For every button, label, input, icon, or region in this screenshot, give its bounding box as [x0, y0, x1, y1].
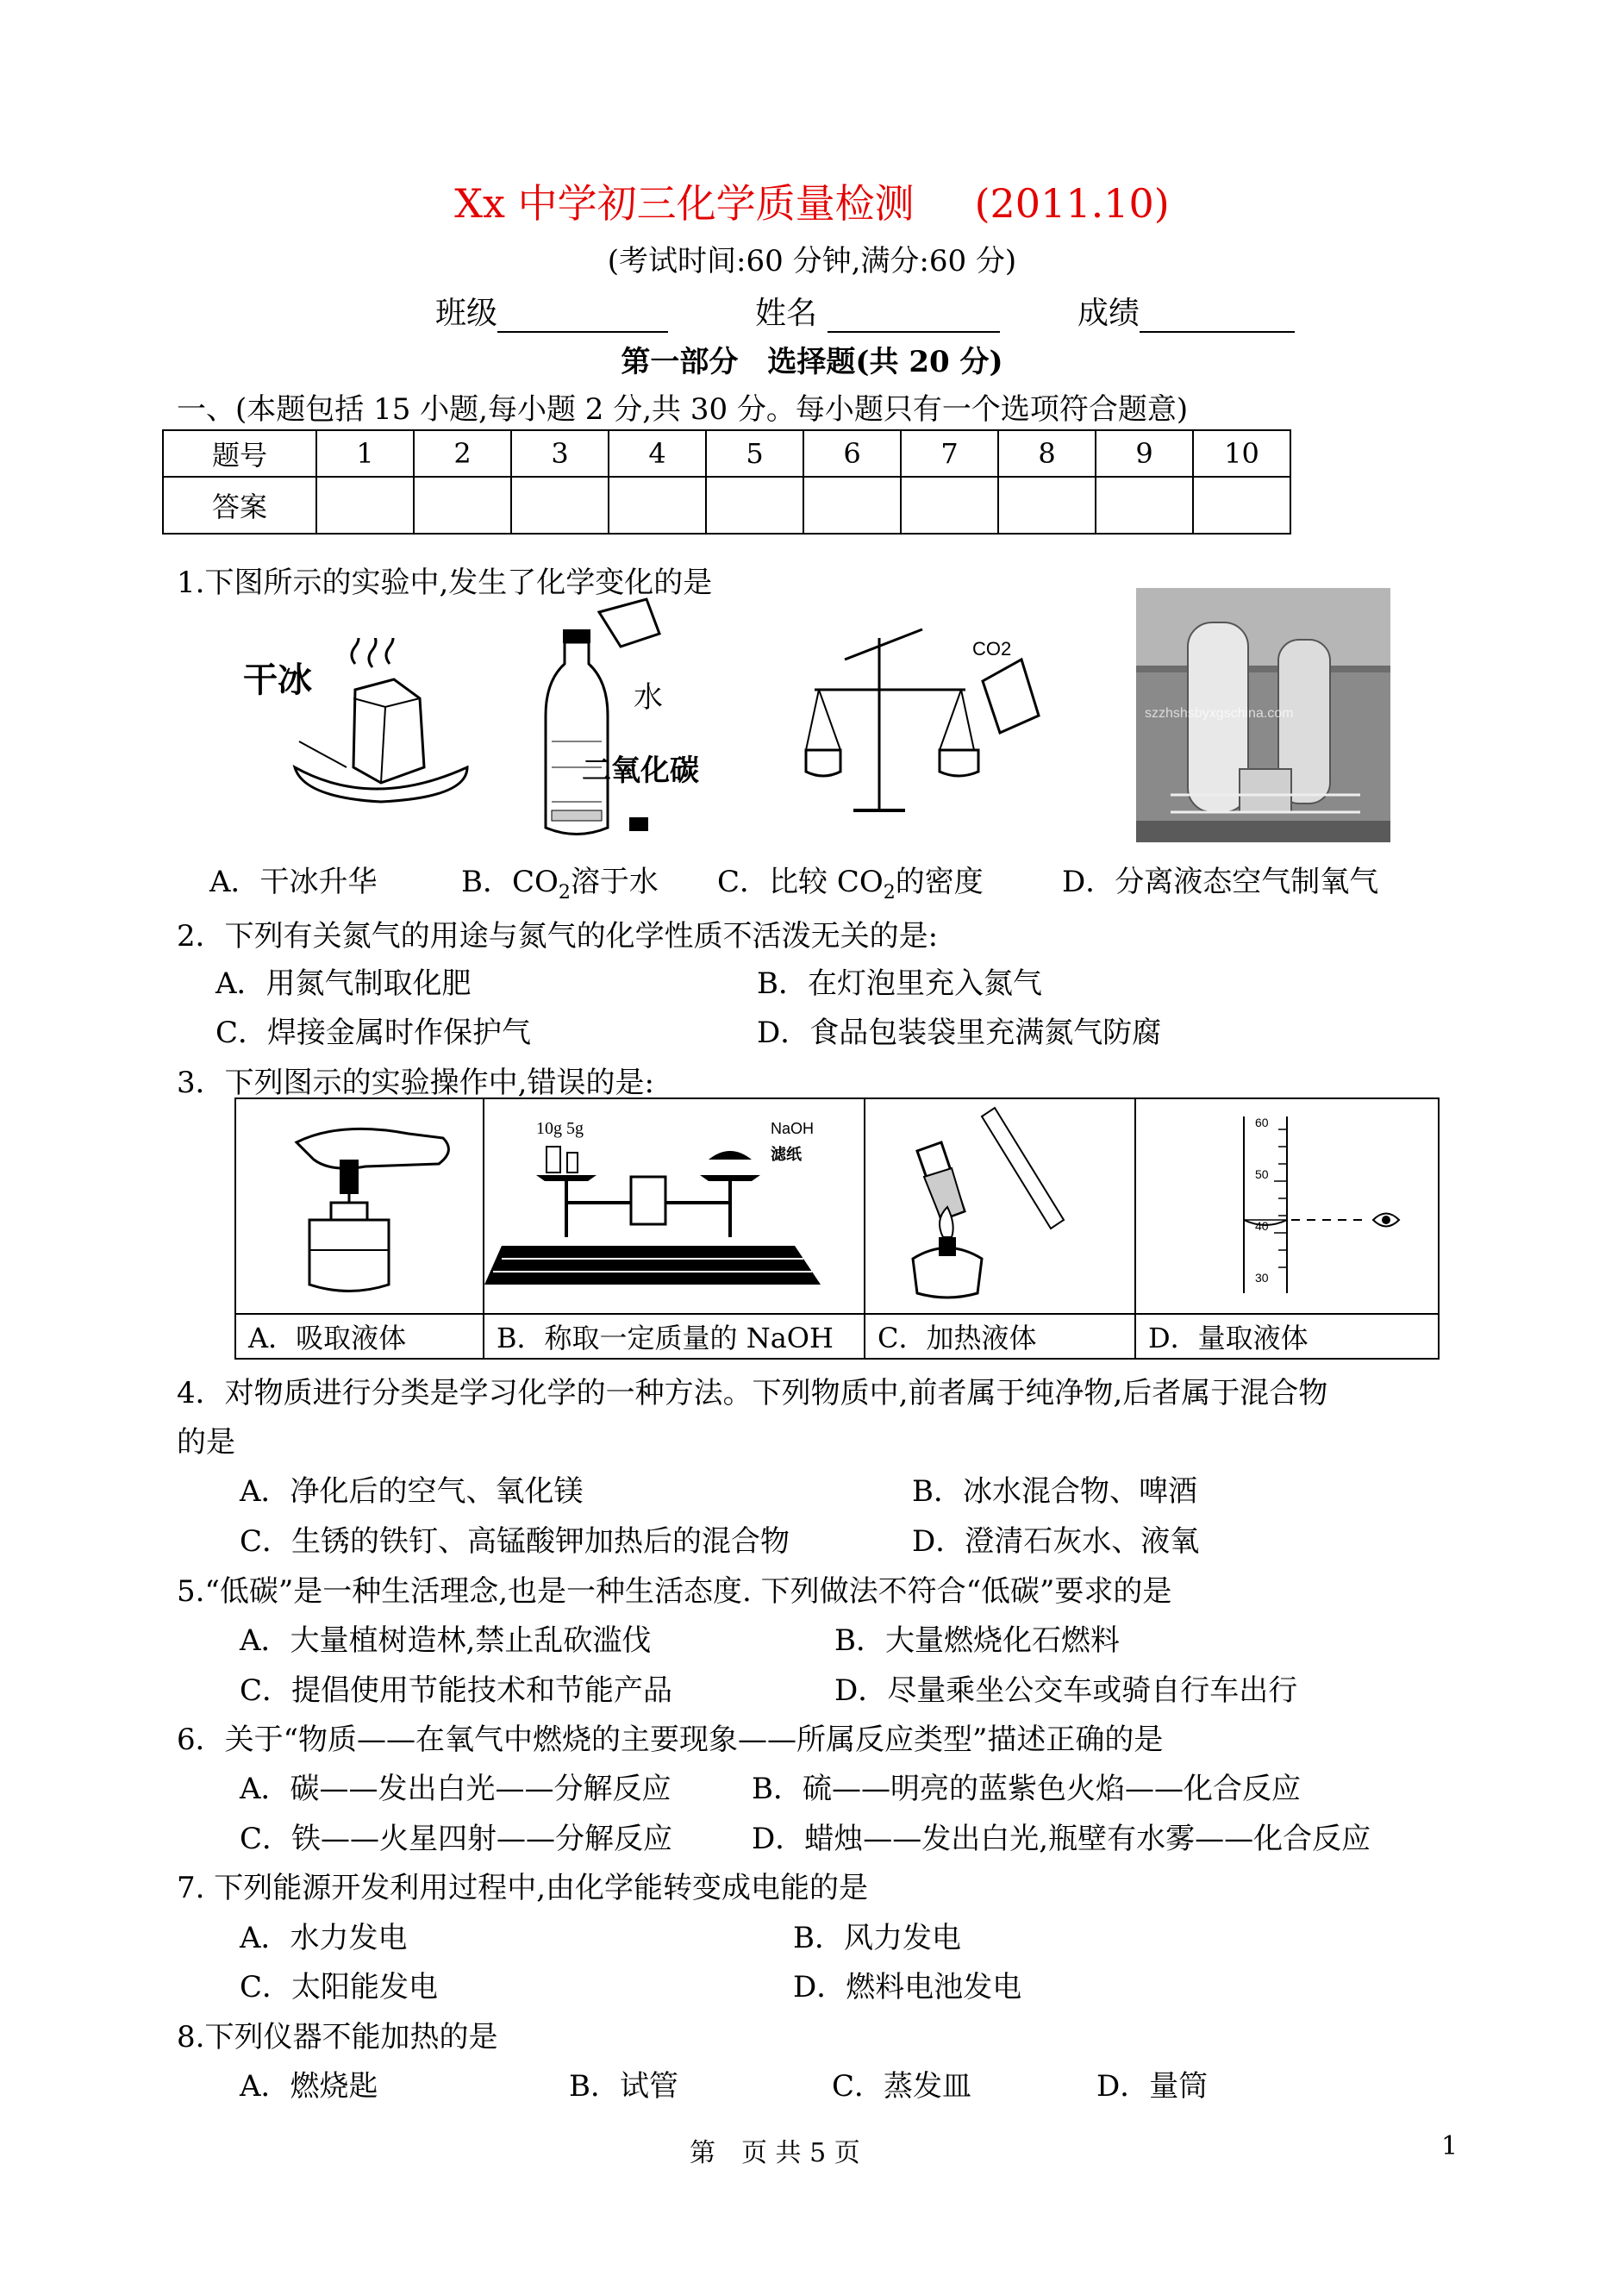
answer-number: 7 [901, 430, 998, 477]
answer-number: 2 [414, 430, 511, 477]
q7-option-a[interactable]: A．水力发电 [240, 1921, 408, 1955]
answer-table-answer-header: 答案 [163, 477, 316, 534]
q5-option-b[interactable]: B．大量燃烧化石燃料 [834, 1623, 1120, 1658]
q2-option-d[interactable]: D．食品包装袋里充满氮气防腐 [757, 1016, 1162, 1050]
class-label: 班级 [435, 296, 498, 331]
q7-option-c[interactable]: C．太阳能发电 [240, 1970, 439, 2004]
answer-number: 3 [511, 430, 609, 477]
q4-stem-line2: 的是 [177, 1425, 235, 1460]
cylinder-tick-50: 50 [1255, 1167, 1269, 1181]
cylinder-tick-60: 60 [1255, 1116, 1269, 1129]
q1-option-b[interactable] [461, 858, 659, 904]
page-footer: 第 页 共 5 页 [690, 2138, 860, 2168]
q2-option-b[interactable]: B．在灯泡里充入氮气 [757, 966, 1042, 1001]
page-number: 1 [1441, 2131, 1458, 2161]
q1-option-a[interactable]: A．干冰升华 [209, 865, 378, 899]
exam-title-date: (2011.10) [974, 180, 1170, 227]
q5-option-a[interactable]: A．大量植树造林,禁止乱砍滥伐 [240, 1623, 652, 1658]
water-label: 水 [634, 681, 663, 714]
answer-table-answer-row [163, 477, 1290, 534]
q7-option-b[interactable]: B．风力发电 [793, 1921, 961, 1955]
q6-option-b[interactable]: B．硫——明亮的蓝紫色火焰——化合反应 [752, 1772, 1301, 1806]
q3-figure-a-cell [235, 1098, 484, 1314]
answer-number: 6 [803, 430, 901, 477]
q3-figure-b-cell [484, 1098, 865, 1314]
cylinder-figure [1136, 1099, 1438, 1306]
dropper-figure [236, 1099, 483, 1306]
answer-cell[interactable] [414, 477, 511, 534]
answer-table [162, 429, 1291, 535]
part-title: 第一部分 选择题(共 20 分) [621, 345, 1003, 379]
filter-paper-label: 滤纸 [771, 1146, 802, 1163]
q3-option-d[interactable]: D．量取液体 [1135, 1314, 1439, 1359]
weights-label: 10g 5g [536, 1119, 584, 1138]
co2-bottle-figure [522, 595, 754, 845]
answer-cell[interactable] [609, 477, 706, 534]
photo-watermark: szzhshsbyxgschina.com [1145, 706, 1294, 721]
answer-number: 4 [609, 430, 706, 477]
q5-option-c[interactable]: C．提倡使用节能技术和节能产品 [240, 1673, 673, 1708]
balance-figure [484, 1099, 864, 1306]
section-intro: 一、(本题包括 15 小题,每小题 2 分,共 30 分。每小题只有一个选项符合题意) [177, 392, 1189, 427]
q6-option-d[interactable]: D．蜡烛——发出白光,瓶壁有水雾——化合反应 [752, 1822, 1371, 1856]
q3-option-c[interactable]: C．加热液体 [865, 1314, 1135, 1359]
q6-stem: 6．关于“物质——在氧气中燃烧的主要现象——所属反应类型”描述正确的是 [177, 1723, 1164, 1757]
score-label: 成绩 [1077, 296, 1140, 331]
q1-stem: 1.下图所示的实验中,发生了化学变化的是 [177, 566, 713, 600]
q3-option-b[interactable]: B．称取一定质量的 NaOH [484, 1314, 865, 1359]
class-blank[interactable] [497, 298, 668, 333]
q1-option-b-sub: 2 [558, 880, 571, 904]
q2-option-c[interactable]: C．焊接金属时作保护气 [215, 1016, 532, 1050]
answer-number: 10 [1193, 430, 1290, 477]
q3-figure-c-cell [865, 1098, 1135, 1314]
q3-stem: 3．下列图示的实验操作中,错误的是: [177, 1066, 654, 1100]
answer-number: 1 [316, 430, 414, 477]
co2-bottle-label: 二氧化碳 [582, 754, 699, 787]
q1-option-d[interactable]: D．分离液态空气制氧气 [1062, 865, 1379, 899]
q4-option-b[interactable]: B．冰水混合物、啤酒 [912, 1474, 1197, 1509]
q2-option-a[interactable]: A．用氮气制取化肥 [215, 966, 472, 1001]
answer-cell[interactable] [1193, 477, 1290, 534]
q4-option-d[interactable]: D．澄清石灰水、液氧 [912, 1524, 1200, 1559]
exam-title-main: Xx 中学初三化学质量检测 [454, 180, 915, 227]
dry-ice-figure [243, 638, 502, 828]
cylinder-tick-40: 40 [1255, 1219, 1269, 1233]
naoh-label: NaOH [771, 1120, 815, 1137]
cylinder-tick-30: 30 [1255, 1271, 1269, 1285]
dry-ice-label: 干冰 [243, 661, 312, 699]
answer-cell[interactable] [1096, 477, 1193, 534]
exam-title [0, 172, 1624, 229]
answer-cell[interactable] [803, 477, 901, 534]
name-field [755, 289, 1000, 333]
co2-density-figure [802, 621, 1052, 828]
q7-option-d[interactable]: D．燃料电池发电 [793, 1970, 1022, 2004]
q3-figure-d-cell [1135, 1098, 1439, 1314]
co2-small-label: CO2 [972, 638, 1012, 660]
q1-option-b-prefix: B．CO [461, 865, 559, 899]
answer-number: 5 [706, 430, 803, 477]
q4-stem-line1: 4．对物质进行分类是学习化学的一种方法。下列物质中,前者属于纯净物,后者属于混合物 [177, 1376, 1328, 1410]
answer-cell[interactable] [316, 477, 414, 534]
q1-option-c-sub: 2 [883, 880, 896, 904]
q3-option-a[interactable]: A．吸取液体 [235, 1314, 484, 1359]
score-blank[interactable] [1140, 298, 1295, 333]
q7-stem: 7. 下列能源开发利用过程中,由化学能转变成电能的是 [177, 1871, 869, 1905]
q5-stem: 5.“低碳”是一种生活理念,也是一种生活态度. 下列做法不符合“低碳”要求的是 [177, 1574, 1172, 1609]
q2-stem: 2．下列有关氮气的用途与氮气的化学性质不活泼无关的是: [177, 919, 939, 954]
answer-number: 9 [1096, 430, 1193, 477]
q1-option-c[interactable] [717, 858, 984, 904]
heating-figure [865, 1099, 1134, 1306]
answer-cell[interactable] [901, 477, 998, 534]
q5-option-d[interactable]: D．尽量乘坐公交车或骑自行车出行 [834, 1673, 1298, 1708]
answer-cell[interactable] [998, 477, 1096, 534]
answer-number: 8 [998, 430, 1096, 477]
q1-option-c-suffix: 的密度 [895, 865, 984, 899]
q3-figure-table [234, 1097, 1440, 1360]
class-field [435, 289, 668, 333]
air-separation-photo [1136, 588, 1390, 842]
answer-cell[interactable] [706, 477, 803, 534]
answer-table-number-row [163, 430, 1290, 477]
score-field [1077, 289, 1295, 333]
q8-option-c[interactable]: C．蒸发皿 [832, 2069, 972, 2104]
q4-option-c[interactable]: C．生锈的铁钉、高锰酸钾加热后的混合物 [240, 1524, 790, 1559]
name-blank[interactable] [828, 298, 1000, 333]
exam-subtitle: (考试时间:60 分钟,满分:60 分) [607, 244, 1017, 278]
q8-option-a[interactable]: A．燃烧匙 [240, 2069, 378, 2104]
answer-cell[interactable] [511, 477, 609, 534]
answer-table-number-header: 题号 [163, 430, 316, 477]
q8-stem: 8.下列仪器不能加热的是 [177, 2020, 498, 2054]
q8-option-d[interactable]: D．量筒 [1096, 2069, 1209, 2104]
q6-option-a[interactable]: A．碳——发出白光——分解反应 [240, 1772, 671, 1806]
q1-option-c-prefix: C．比较 CO [717, 865, 884, 899]
q1-option-b-suffix: 溶于水 [570, 865, 659, 899]
q6-option-c[interactable]: C．铁——火星四射——分解反应 [240, 1822, 673, 1856]
name-label: 姓名 [755, 296, 818, 331]
q4-option-a[interactable]: A．净化后的空气、氧化镁 [240, 1474, 584, 1509]
q8-option-b[interactable]: B．试管 [569, 2069, 678, 2104]
